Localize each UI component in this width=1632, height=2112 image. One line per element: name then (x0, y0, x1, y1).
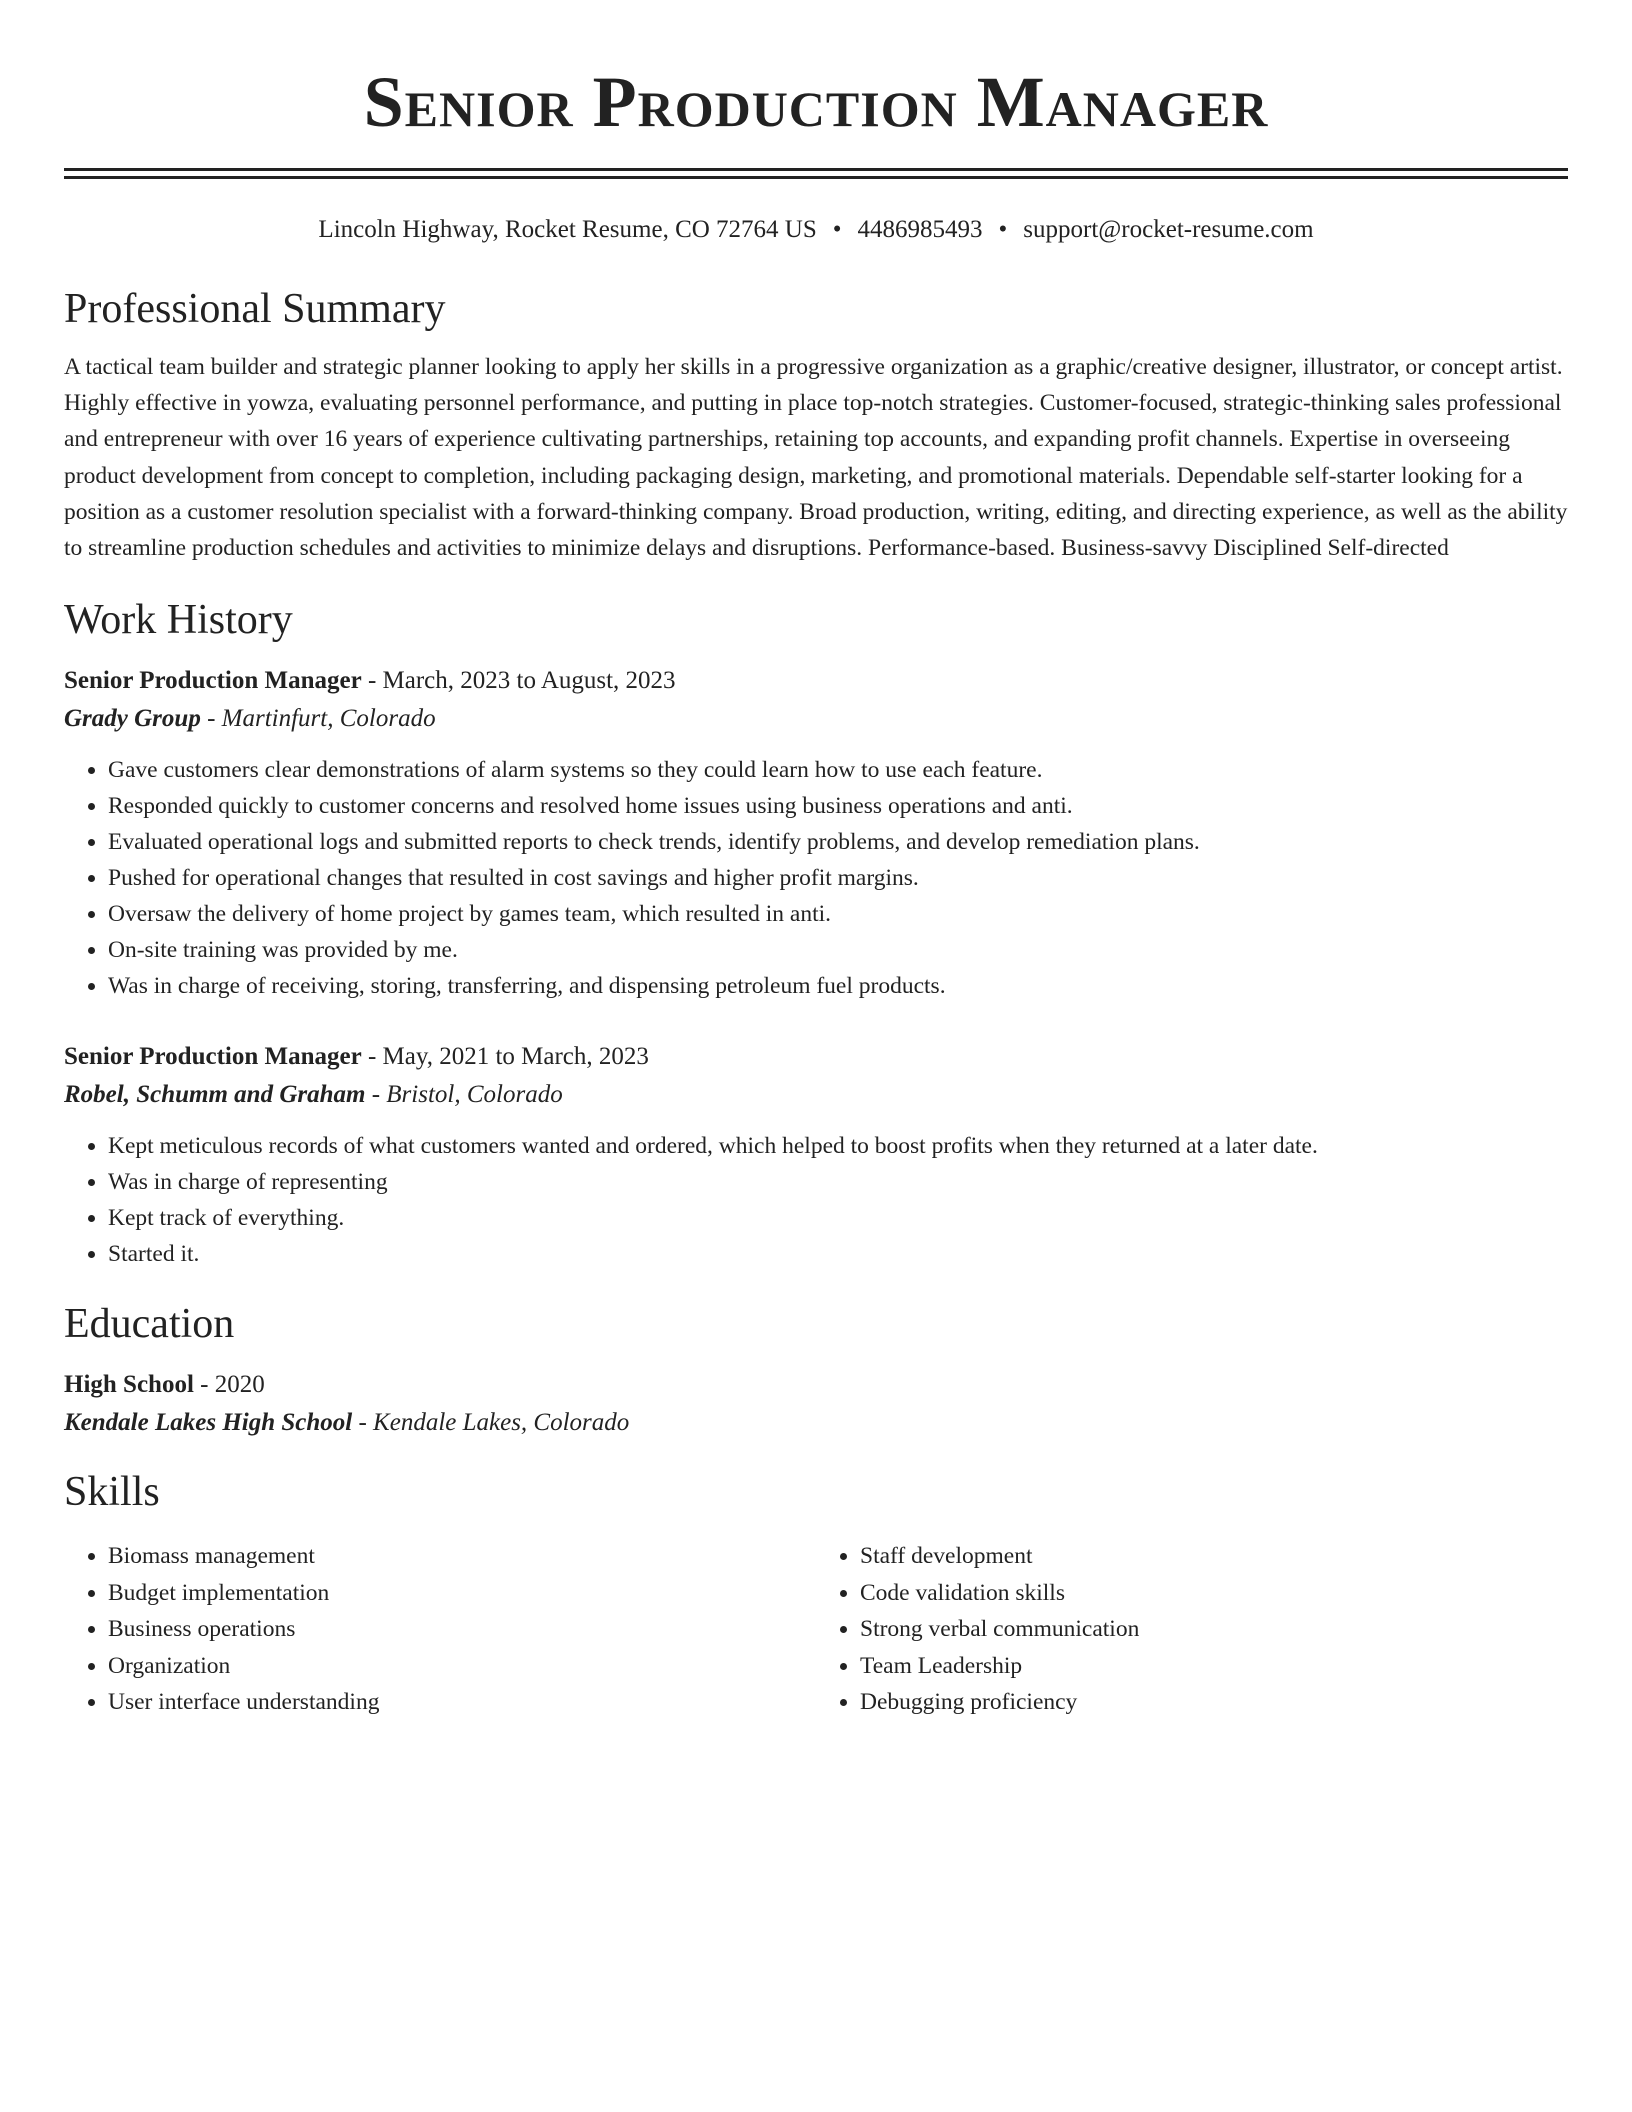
education-section (64, 1296, 1568, 1442)
skill-item: • Organization (108, 1648, 816, 1685)
skill-item: • Code validation skills (860, 1575, 1568, 1612)
job-title: Senior Production Manager (64, 1043, 362, 1071)
list-item: • Kept track of everything. (108, 1200, 1568, 1236)
education-entry (64, 1366, 1568, 1442)
summary-text: A tactical team builder and strategic planner looking to apply her skills in a progressive organization as a graphic/creative designer, illustrator, or concept artist. Highly effective in yowza, evaluating personnel performance, and putting in place top-notch strategies. Customer-focused, strategic-thinking sales professional and entrepreneur with over 16 years of experience cultivating partnerships, retaining top accounts, and expanding profit channels. Expertise in overseeing product development from concept to completion, including packaging design, marketing, and promotional materials. Dependable self-starter looking for a position as a customer resolution specialist with a forward-thinking company. Broad production, writing, editing, and directing experience, as well as the ability to streamline production schedules and activities to minimize delays and disruptions. Performance-based. Business-savvy Disciplined Self-directed (64, 354, 1568, 562)
skill-item: • Strong verbal communication (860, 1611, 1568, 1648)
school-name: Kendale Lakes High School (64, 1409, 353, 1437)
section-heading-summary: Professional Summary (64, 286, 446, 332)
section-heading-work-history: Work History (64, 597, 293, 644)
company-name: Grady Group (64, 705, 201, 733)
section-heading-skills: Skills (64, 1469, 160, 1516)
work-history-section (64, 592, 1568, 1272)
job-title-line (64, 1038, 1568, 1076)
list-item: • Was in charge of representing (108, 1164, 1568, 1200)
skills-section (64, 1464, 1568, 1721)
section-heading-education: Education (64, 1301, 235, 1348)
skills-column-right (816, 1538, 1568, 1721)
contact-separator: • (998, 216, 1008, 243)
list-item: • On-site training was provided by me. (108, 932, 1568, 968)
skills-grid (64, 1538, 1568, 1721)
list-item: • Was in charge of receiving, storing, transferring, and dispensing petroleum fuel products. (108, 968, 1568, 1004)
school-line (64, 1404, 1568, 1442)
job-entry (64, 1038, 1568, 1272)
job-entry (64, 662, 1568, 1004)
education-year: - 2020 (193, 1371, 265, 1399)
job-bullets (64, 1128, 1568, 1272)
company-line (64, 1076, 1568, 1114)
degree: High School (64, 1371, 194, 1399)
skill-item: • User interface understanding (108, 1684, 816, 1721)
skills-column-left (64, 1538, 816, 1721)
list-item: • Evaluated operational logs and submitted reports to check trends, identify problems, and develop remediation plans. (108, 824, 1568, 860)
skill-item: • Team Leadership (860, 1648, 1568, 1685)
job-dates: - May, 2021 to March, 2023 (361, 1043, 649, 1071)
job-title: Senior Production Manager (64, 667, 362, 695)
list-item: • Started it. (108, 1236, 1568, 1272)
job-bullets (64, 752, 1568, 1004)
company-location: - Martinfurt, Colorado (200, 705, 436, 733)
job-dates: - March, 2023 to August, 2023 (361, 667, 676, 695)
list-item: • Kept meticulous records of what customers wanted and ordered, which helped to boost profits when they returned at a later date. (108, 1128, 1568, 1164)
contact-line (64, 213, 1568, 247)
list-item: • Oversaw the delivery of home project by games team, which resulted in anti. (108, 896, 1568, 932)
resume-title: Senior Production Manager (363, 62, 1269, 142)
list-item: • Responded quickly to customer concerns and resolved home issues using business operations and anti. (108, 788, 1568, 824)
skill-item: • Budget implementation (108, 1575, 816, 1612)
company-location: - Bristol, Colorado (365, 1081, 563, 1109)
skill-item: • Biomass management (108, 1538, 816, 1575)
school-location: - Kendale Lakes, Colorado (352, 1409, 630, 1437)
company-name: Robel, Schumm and Graham (64, 1081, 366, 1109)
contact-address: Lincoln Highway, Rocket Resume, CO 72764 US (318, 216, 817, 243)
contact-separator: • (832, 216, 842, 243)
company-line (64, 700, 1568, 738)
contact-phone: 4486985493 (857, 216, 983, 243)
skill-item: • Debugging proficiency (860, 1684, 1568, 1721)
skill-item: • Staff development (860, 1538, 1568, 1575)
contact-email[interactable]: support@rocket-resume.com (1023, 216, 1314, 243)
list-item: • Gave customers clear demonstrations of alarm systems so they could learn how to use each feature. (108, 752, 1568, 788)
degree-line (64, 1366, 1568, 1404)
skill-item: • Business operations (108, 1611, 816, 1648)
summary-section (64, 281, 1568, 566)
list-item: • Pushed for operational changes that resulted in cost savings and higher profit margins. (108, 860, 1568, 896)
title-divider (64, 168, 1568, 179)
job-title-line (64, 662, 1568, 700)
